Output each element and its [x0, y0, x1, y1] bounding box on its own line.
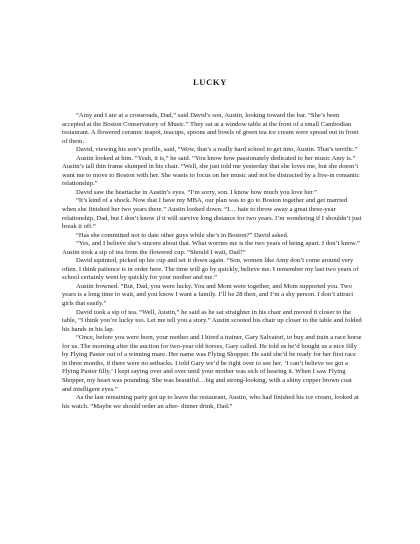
story-title: LUCKY [192, 77, 228, 87]
paragraph: David squinted, picked up his cup and set it down again. “Son, women like Amy don’t come around very often. I think patience is in order here. The time will go by quickly, believe me. I remember my last two years of school certainly went by quickly for your mother and me.” [62, 257, 359, 282]
paragraph: David took a sip of tea. “Well, Austin,” he said as he sat straighter in his chair and moved it closer to the table, “I think you’re lucky too. Let me tell you a story.” Austin scooted his chair up closer to the table and folded his hands in his lap. [62, 308, 362, 333]
paragraph: As the last remaining party got up to leave the restaurant, Austin, who had finished his ice cream, looked at his watch. “Maybe we should order an after- dinner drink, Dad.” [62, 394, 359, 410]
paragraph: David, viewing his son’s profile, said, “Wow, that’s a really hard school to get into, Austin. That’s terrific.” [76, 146, 358, 154]
paragraph: Austin looked at him. “Yeah, it is,” he said. “You know how passionately dedicated to her music Amy is.” Austin’s tall thin frame slumped in his chair. “Well, she just told me yesterday that she loves me, but she doesn’t want me to move to Boston with her. She wants to focus on her music and not be distracted by a live-in romantic relationship.” [62, 154, 360, 188]
paragraph: “It’s kind of a shock. Now that I have my MBA, our plan was to go to Boston together and get married when she finished her two years there.” Austin looked down. “I… hate to throw away a great three-year relationship, Dad, but I don’t know if it will survive long distance for two years. I’m wondering if I shouldn’t just break it off.” [62, 197, 362, 231]
story-body [62, 112, 362, 411]
paragraph: “Amy and I are at a crossroads, Dad,” said David’s son, Austin, looking toward the bar. “She’s been accepted at the Boston Conservatory of Music.” They sat at a window table at the front of a small Cambodian restaurant. A flowered ceramic teapot, teacups, spoons and bowls of green tea ice cream were spread out in front of them. [62, 112, 359, 145]
paragraph: “Once, before you were born, your mother and I hired a trainer, Gary Salvatori, to buy and train a race horse for us. The morning after the auction for two-year old horses, Gary called. He told us he’d bought us a nice filly by Flying Paster out of a winning mare. Her name was Flying Shopper. He said she’d be ready for her first race in three months, if there were no setbacks. I told Gary we’d be right over to see her. ‘I can’t believe we got a Flying Paster filly,’ I kept saying over and over until your mother was sick of hearing it. When I saw Flying Shopper, my heart was pounding. She was beautiful…big and strong-looking, with a shiny copper brown coat and intelligent eyes.” [62, 334, 362, 393]
paragraph: “Yes, and I believe she’s sincere about that. What worries me is the two years of being apart. I don’t know.” Austin took a sip of tea from the flowered cup. “Should I wait, Dad?” [62, 240, 360, 256]
paragraph: David saw the heartache in Austin’s eyes. “I’m sorry, son. I know how much you love her.” [76, 188, 317, 196]
paragraph: Austin frowned. “But, Dad, you were lucky. You and Mom were together, and Mom supported you. Two years is a long time to wait, and you know I want a family. I’ll be 28 then, and I’m a shy person. I don’t attract girls that easily.” [62, 282, 354, 308]
paragraph: “Has she committed not to date other guys while she’s in Boston?” David asked. [76, 231, 289, 239]
